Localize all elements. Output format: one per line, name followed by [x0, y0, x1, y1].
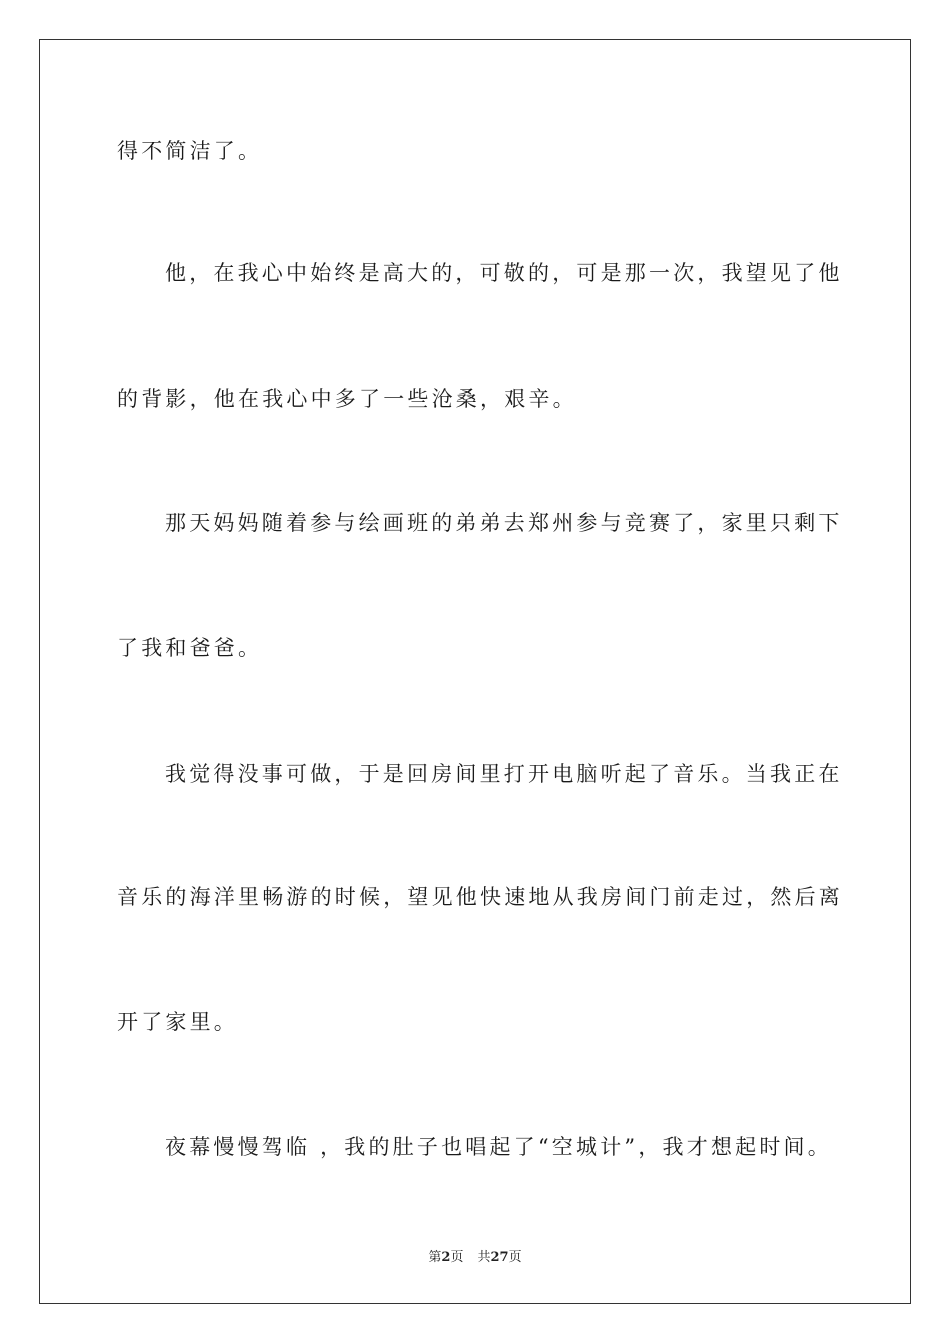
paragraph-line-9: 夜幕慢慢驾临 ，我的肚子也唱起了“空城计”，我才想起时间。: [165, 1135, 832, 1159]
paragraph-line-3: 的背影，他在我心中多了一些沧桑，艰辛。: [117, 387, 577, 411]
paragraph-line-8: 开了家里。: [117, 1010, 238, 1034]
total-prefix: 共: [477, 1250, 491, 1265]
paragraph-line-1: 得不简洁了。: [117, 139, 263, 163]
paragraph-line-7: 音乐的海洋里畅游的时候，望见他快速地从我房间门前走过，然后离: [117, 885, 843, 909]
paragraph-line-2: 他，在我心中始终是高大的，可敬的，可是那一次，我望见了他: [165, 261, 843, 285]
page-number: 2: [441, 1250, 451, 1265]
page-border: [39, 39, 911, 1304]
page-prefix: 第: [428, 1250, 442, 1265]
page-footer: [0, 1246, 950, 1265]
paragraph-line-6: 我觉得没事可做，于是回房间里打开电脑听起了音乐。当我正在: [165, 762, 843, 786]
page-suffix: 页: [450, 1250, 464, 1265]
total-pages: 27: [490, 1250, 509, 1265]
paragraph-line-5: 了我和爸爸。: [117, 636, 263, 660]
paragraph-line-4: 那天妈妈随着参与绘画班的弟弟去郑州参与竞赛了，家里只剩下: [165, 511, 843, 535]
total-suffix: 页: [508, 1250, 522, 1265]
